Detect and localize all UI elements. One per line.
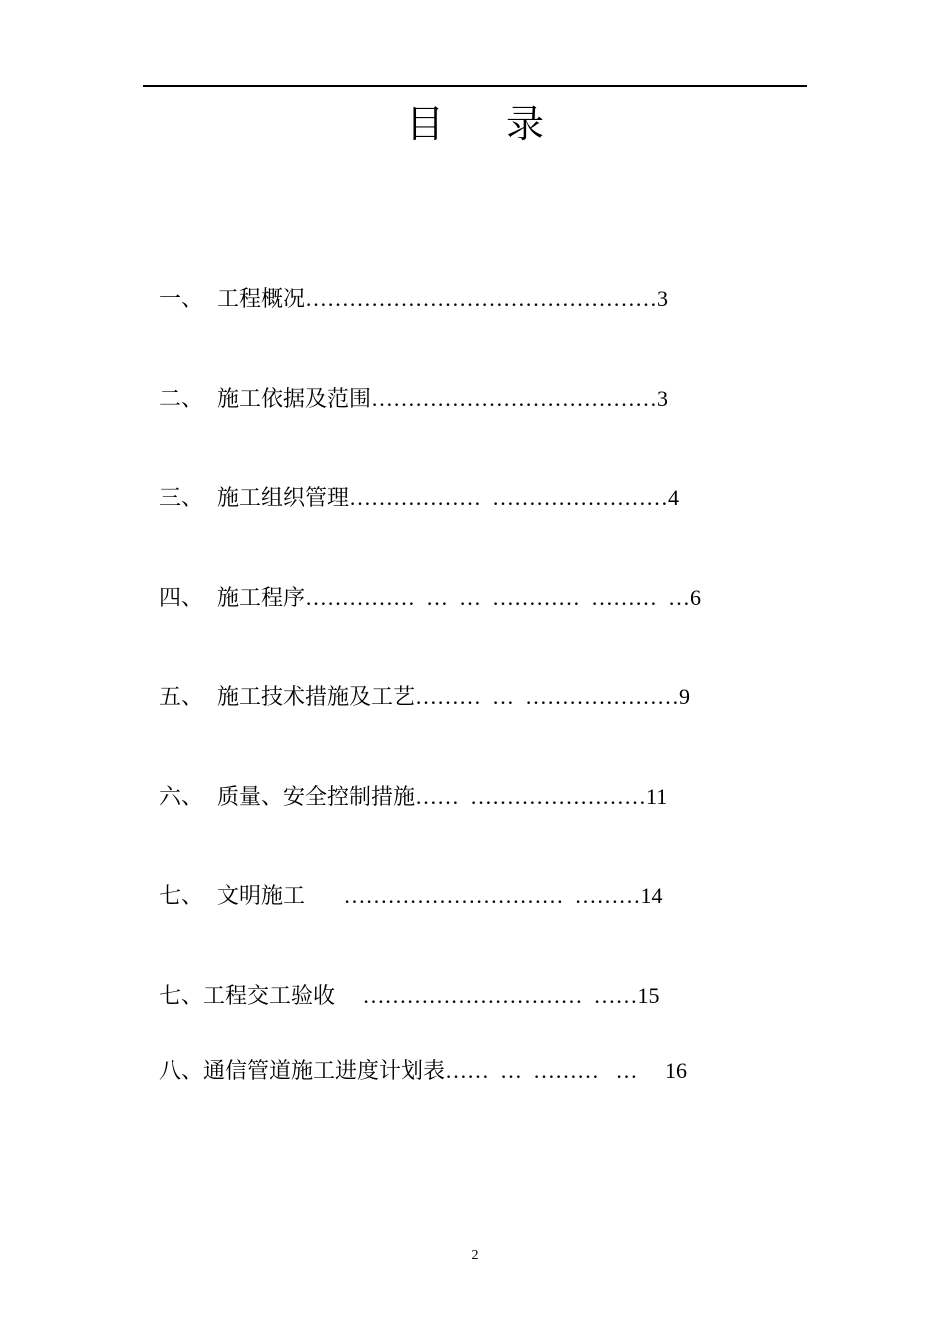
header-rule [143,85,807,87]
toc-leader-dots: ………………………… ……… [305,883,641,908]
toc-page-number: 11 [646,784,668,809]
toc-leader-dots: ……………… …………………… [349,485,669,510]
toc-leader-dots: …………… … … ………… ……… … [305,585,691,610]
toc-page-number: 4 [668,485,680,510]
toc-entry-number: 七、 [159,884,204,909]
toc-entry-number: 二、 [159,387,204,412]
page-title [0,98,950,150]
toc-entry-label: 工程交工验收 [203,984,336,1009]
title-char-2: 录 [506,102,545,146]
toc-entry-label: 施工程序 [217,586,306,611]
toc-leader-dots: ………………………………………… [305,286,658,311]
toc-entry[interactable] [145,954,660,1011]
toc-entry[interactable] [145,1029,687,1086]
title-char-1: 目 [405,102,444,146]
toc-page-number: 3 [657,386,669,411]
toc-page-number: 15 [637,983,660,1008]
toc-entry-label: 质量、安全控制措施 [217,785,416,810]
toc-leader-dots: ………………………… …… [335,983,638,1008]
toc-entry[interactable] [145,854,663,911]
toc-entry[interactable] [145,755,667,812]
toc-entry-number: 七、 [159,984,204,1009]
toc-entry-label: 施工依据及范围 [217,387,372,412]
toc-page-number: 16 [665,1058,688,1083]
toc-entry[interactable] [145,357,668,414]
toc-entry-number: 一、 [159,287,204,312]
toc-page-number: 9 [679,684,691,709]
toc-entry[interactable] [145,257,668,314]
toc-entry-label: 文明施工 [217,884,306,909]
toc-entry-number: 四、 [159,586,204,611]
toc-leader-dots: ……… … ………………… [415,684,680,709]
toc-entry-label: 通信管道施工进度计划表 [203,1059,446,1084]
toc-entry-label: 施工技术措施及工艺 [217,685,416,710]
toc-leader-dots: …… … ……… … [445,1058,666,1083]
toc-page-number: 6 [690,585,702,610]
page-number: 2 [471,1248,479,1263]
toc-entry-number: 八、 [159,1059,204,1084]
toc-leader-dots: ………………………………… [371,386,658,411]
toc-entry-label: 工程概况 [217,287,306,312]
toc-entry-number: 五、 [159,685,204,710]
toc-leader-dots: …… …………………… [415,784,647,809]
toc-entry-number: 三、 [159,486,204,511]
toc-entry-number: 六、 [159,785,204,810]
toc-page-number: 3 [657,286,669,311]
toc-entry-label: 施工组织管理 [217,486,350,511]
toc-entry[interactable] [145,456,679,513]
toc-page-number: 14 [640,883,663,908]
toc-entry[interactable] [145,556,701,613]
toc-entry[interactable] [145,655,690,712]
